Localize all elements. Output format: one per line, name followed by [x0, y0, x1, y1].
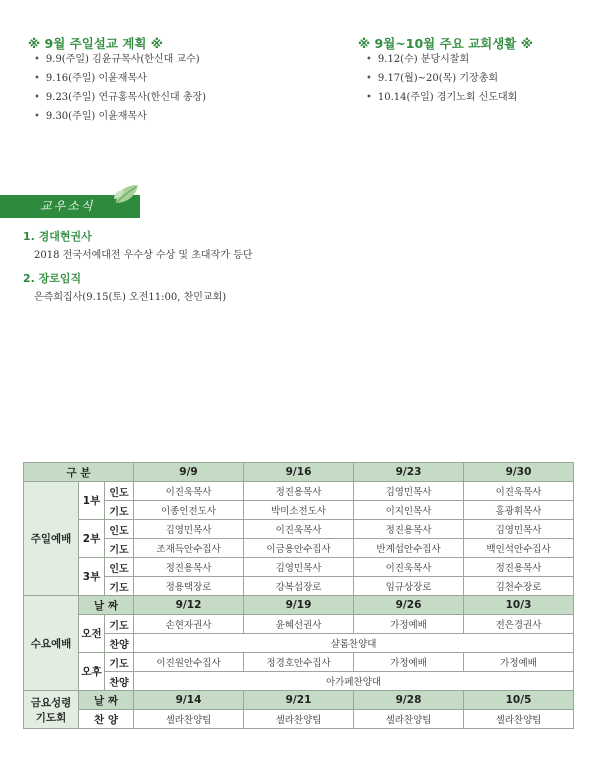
table-cell: 셀라찬양팀 [244, 710, 354, 729]
table-cell: 정진용목사 [244, 482, 354, 501]
table-cell: 정진용목사 [464, 558, 574, 577]
table-cell: 이금용안수집사 [244, 539, 354, 558]
header-date: 10/5 [464, 691, 574, 710]
church-life-list [366, 50, 517, 107]
table-cell: 이진욱목사 [134, 482, 244, 501]
list-item: • 9.9(주일) 김윤규목사(한신대 교수) [34, 50, 206, 69]
table-cell: 셀라찬양팀 [464, 710, 574, 729]
table-cell: 정진용목사 [354, 520, 464, 539]
choir-cell: 아가페찬양대 [134, 672, 574, 691]
table-cell: 정경호안수집사 [244, 653, 354, 672]
table-cell: 강복섭장로 [244, 577, 354, 596]
table-cell: 조재득안수집사 [134, 539, 244, 558]
table-row [24, 501, 574, 520]
table-cell: 정진용목사 [134, 558, 244, 577]
header-date: 9/30 [464, 463, 574, 482]
table-cell: 홍광휘목사 [464, 501, 574, 520]
date-label: 날 짜 [79, 691, 134, 710]
afternoon-label: 오후 [79, 653, 105, 691]
table-row [24, 558, 574, 577]
table-row [24, 463, 574, 482]
role-label: 기도 [105, 539, 134, 558]
header-date: 9/12 [134, 596, 244, 615]
header-date: 9/28 [354, 691, 464, 710]
table-cell: 박미소전도사 [244, 501, 354, 520]
friday-label-line1: 금요성령 [30, 696, 72, 709]
role-label: 기도 [105, 653, 134, 672]
header-date: 9/16 [244, 463, 354, 482]
friday-label-line2: 기도회 [35, 711, 67, 724]
table-cell: 김영민목사 [464, 520, 574, 539]
table-cell: 반계섭안수집사 [354, 539, 464, 558]
table-row [24, 710, 574, 729]
part-label: 1부 [79, 482, 105, 520]
table-row [24, 672, 574, 691]
part-label: 2부 [79, 520, 105, 558]
role-label: 인도 [105, 558, 134, 577]
header-date: 9/14 [134, 691, 244, 710]
sermon-plan-title: ※ 9월 주일설교 계획 ※ [28, 36, 163, 51]
table-cell: 이진원안수집사 [134, 653, 244, 672]
table-cell: 이지인목사 [354, 501, 464, 520]
table-cell: 이진욱목사 [464, 482, 574, 501]
table-row [24, 539, 574, 558]
table-row [24, 653, 574, 672]
table-cell: 셀라찬양팀 [134, 710, 244, 729]
table-row [24, 482, 574, 501]
table-row [24, 577, 574, 596]
part-label: 3부 [79, 558, 105, 596]
table-cell: 김천수장로 [464, 577, 574, 596]
date-label: 날 짜 [79, 596, 134, 615]
role-label: 인도 [105, 482, 134, 501]
table-cell: 손현자권사 [134, 615, 244, 634]
praise-label: 찬 양 [79, 710, 134, 729]
list-item: • 9.12(수) 분당시찰회 [366, 50, 517, 69]
header-date: 9/26 [354, 596, 464, 615]
morning-label: 오전 [79, 615, 105, 653]
table-row [24, 691, 574, 710]
role-label: 기도 [105, 615, 134, 634]
schedule-table [23, 462, 574, 729]
news-body-1: 2018 전국서예대전 우수상 수상 및 초대작가 등단 [34, 250, 253, 261]
header-date: 9/23 [354, 463, 464, 482]
header-date: 9/21 [244, 691, 354, 710]
table-cell: 이진욱목사 [244, 520, 354, 539]
table-cell: 정용택장로 [134, 577, 244, 596]
news-body-2: 은즉희집사(9.15(토) 오전11:00, 찬민교회) [34, 292, 227, 303]
church-life-title: ※ 9월~10월 주요 교회생활 ※ [358, 36, 533, 51]
list-item: • 9.30(주일) 이윤재목사 [34, 107, 206, 126]
header-date: 10/3 [464, 596, 574, 615]
list-item: • 9.17(월)~20(목) 기장총회 [366, 69, 517, 88]
table-cell: 이진욱목사 [354, 558, 464, 577]
header-label: 구 분 [24, 463, 134, 482]
table-cell: 김영민목사 [244, 558, 354, 577]
table-cell: 윤혜선권사 [244, 615, 354, 634]
list-item: • 9.23(주일) 연규홍목사(한신대 총장) [34, 88, 206, 107]
role-label: 기도 [105, 577, 134, 596]
news-heading-1: 1. 경대현권사 [23, 230, 92, 243]
leaf-icon [112, 183, 140, 205]
table-row [24, 596, 574, 615]
table-row [24, 615, 574, 634]
role-label: 찬양 [105, 672, 134, 691]
table-cell: 가정예배 [354, 615, 464, 634]
table-cell: 김영민목사 [134, 520, 244, 539]
role-label: 찬양 [105, 634, 134, 653]
table-cell: 김영민목사 [354, 482, 464, 501]
role-label: 기도 [105, 501, 134, 520]
header-date: 9/9 [134, 463, 244, 482]
table-cell: 백인석안수집사 [464, 539, 574, 558]
header-date: 9/19 [244, 596, 354, 615]
sermon-plan-list [34, 50, 206, 126]
list-item: • 10.14(주일) 경기노회 신도대회 [366, 88, 517, 107]
table-cell: 이종인전도사 [134, 501, 244, 520]
table-cell: 가정예배 [464, 653, 574, 672]
news-banner-title: 교우소식 [40, 199, 95, 213]
table-cell: 셀라찬양팀 [354, 710, 464, 729]
table-cell: 가정예배 [354, 653, 464, 672]
table-cell: 임규상장로 [354, 577, 464, 596]
news-heading-2: 2. 장로임직 [23, 272, 82, 285]
choir-cell: 샬롬찬양대 [134, 634, 574, 653]
table-row [24, 634, 574, 653]
table-row [24, 520, 574, 539]
wednesday-worship-label: 수요예배 [24, 596, 79, 691]
list-item: • 9.16(주일) 이윤재목사 [34, 69, 206, 88]
sunday-worship-label: 주일예배 [24, 482, 79, 596]
friday-prayer-label [24, 691, 79, 729]
role-label: 인도 [105, 520, 134, 539]
table-cell: 전은경권사 [464, 615, 574, 634]
